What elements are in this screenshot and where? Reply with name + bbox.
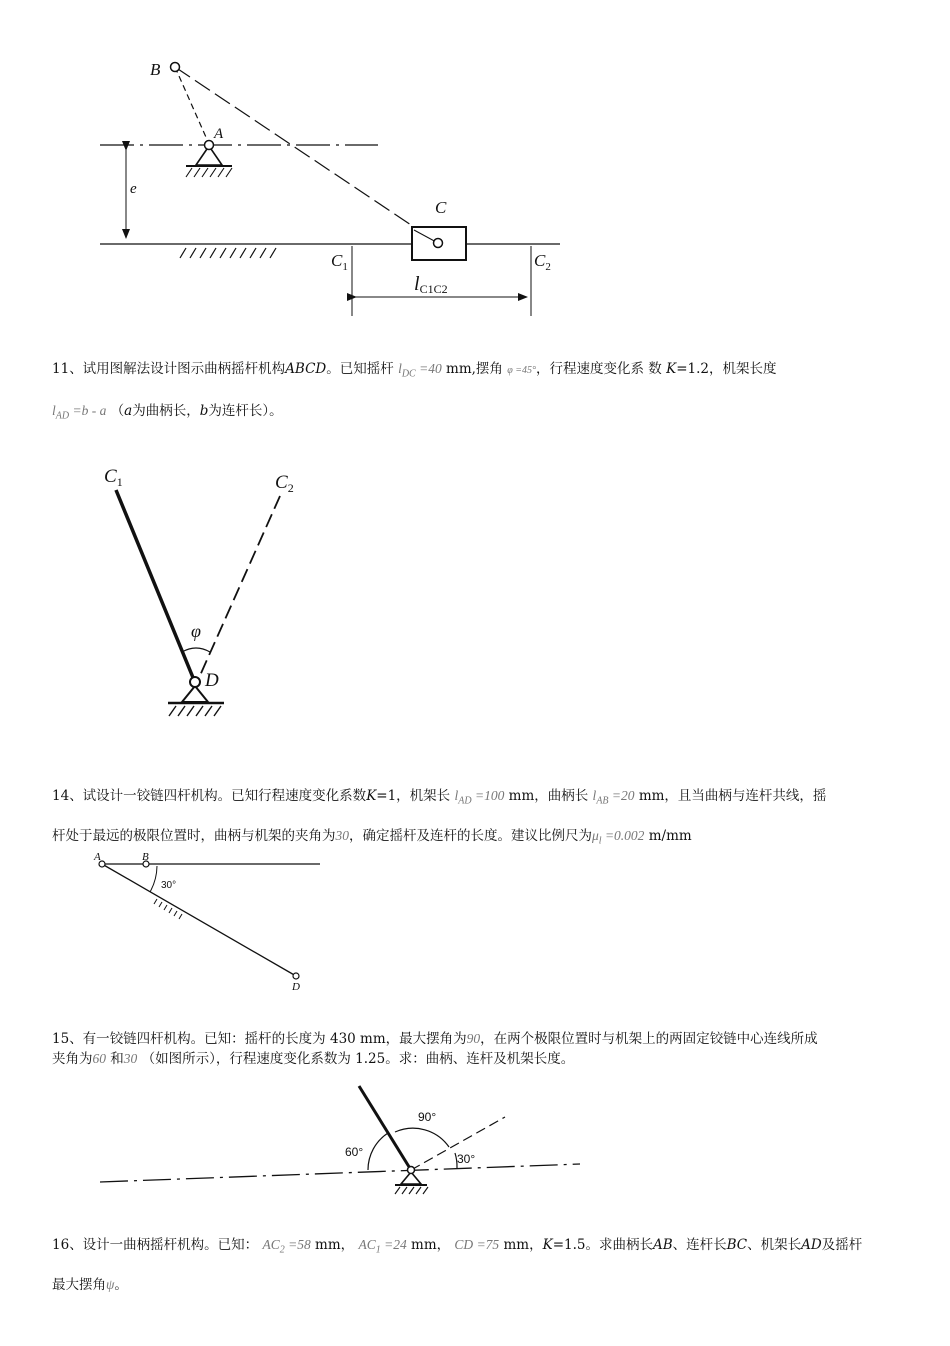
question-15-line2: 夹角为60 和30 （如图所示），行程速度变化系数为 1.25。求：曲柄、连杆及机架长度。: [52, 1051, 575, 1067]
joint-a: [205, 141, 214, 150]
question-16: 16、设计一曲柄摇杆机构。已知： $AC_2 =58$ mm， $AC_1 =24$ mm， CD =75 mm，K=1.5。求曲柄长AB、连杆长BC、机架长AD及摇杆: [52, 1237, 863, 1256]
label-c2: C: [534, 251, 546, 270]
label-30deg: 30°: [161, 880, 177, 891]
label-d: D: [205, 670, 219, 691]
figure-slider-crank: [0, 0, 950, 330]
ground-hatch: [180, 248, 276, 258]
label-e: e: [130, 181, 137, 197]
question-14-line2: 杆处于最远的极限位置时，曲柄与机架的夹角为30，确定摇杆及连杆的长度。建议比例尺为$\mu_l =0.002$ m/mm: [52, 828, 692, 847]
label-a: A: [214, 126, 224, 142]
svg-text:C1: $C_1$: [104, 466, 123, 489]
joint-b: [171, 63, 180, 72]
question-15: 15、有一铰链四杆机构。已知：摇杆的长度为 430 mm，最大摆角为90，在两个极限位置时与机架上的两固定铰链中心连线所成: [52, 1031, 818, 1047]
label-lc1c2: l: [414, 273, 420, 295]
question-11: 11、试用图解法设计图示曲柄摇杆机构ABCD。已知摇杆 $l_{DC} =40$ mm,摆角 φ =45°，行程速度变化系 数 K=1.2，机架长度: [52, 361, 777, 380]
label-c1: C: [331, 251, 343, 270]
svg-text:D: D: [292, 981, 300, 993]
question-16-line2: 最大摆角ψ。: [52, 1277, 128, 1293]
label-30deg: 30°: [457, 1152, 476, 1166]
label-phi: φ: [191, 621, 201, 641]
label-b: B: [150, 60, 161, 79]
svg-text:lC1C2: lC1C2: [414, 273, 448, 296]
svg-text:C2: $C_2$: [275, 472, 294, 495]
svg-text:A: A: [94, 851, 101, 863]
figure-four-bar-14: [0, 845, 950, 995]
figure-four-bar-15: [0, 1075, 950, 1205]
label-60deg: 60°: [345, 1145, 364, 1159]
rocker-c2: [198, 496, 280, 680]
question-11-line2: $l_{AD} =b - a$ （a为曲柄长，b为连杆长）。: [52, 403, 283, 422]
svg-text:C1: $C_1$: [331, 251, 348, 273]
label-c: C: [435, 198, 447, 217]
figure-rocker: [0, 440, 950, 740]
svg-text:B: B: [142, 851, 149, 863]
svg-text:C2: $C_2$: [534, 251, 551, 273]
joint-d: [190, 677, 200, 687]
joint-c: [434, 239, 443, 248]
label-90deg: 90°: [418, 1110, 437, 1124]
question-14: 14、试设计一铰链四杆机构。已知行程速度变化系数K=1，机架长 $l_{AD} =100$ mm，曲柄长 $l_{AB} =20$ mm，且当曲柄与连杆共线，摇: [52, 788, 827, 807]
